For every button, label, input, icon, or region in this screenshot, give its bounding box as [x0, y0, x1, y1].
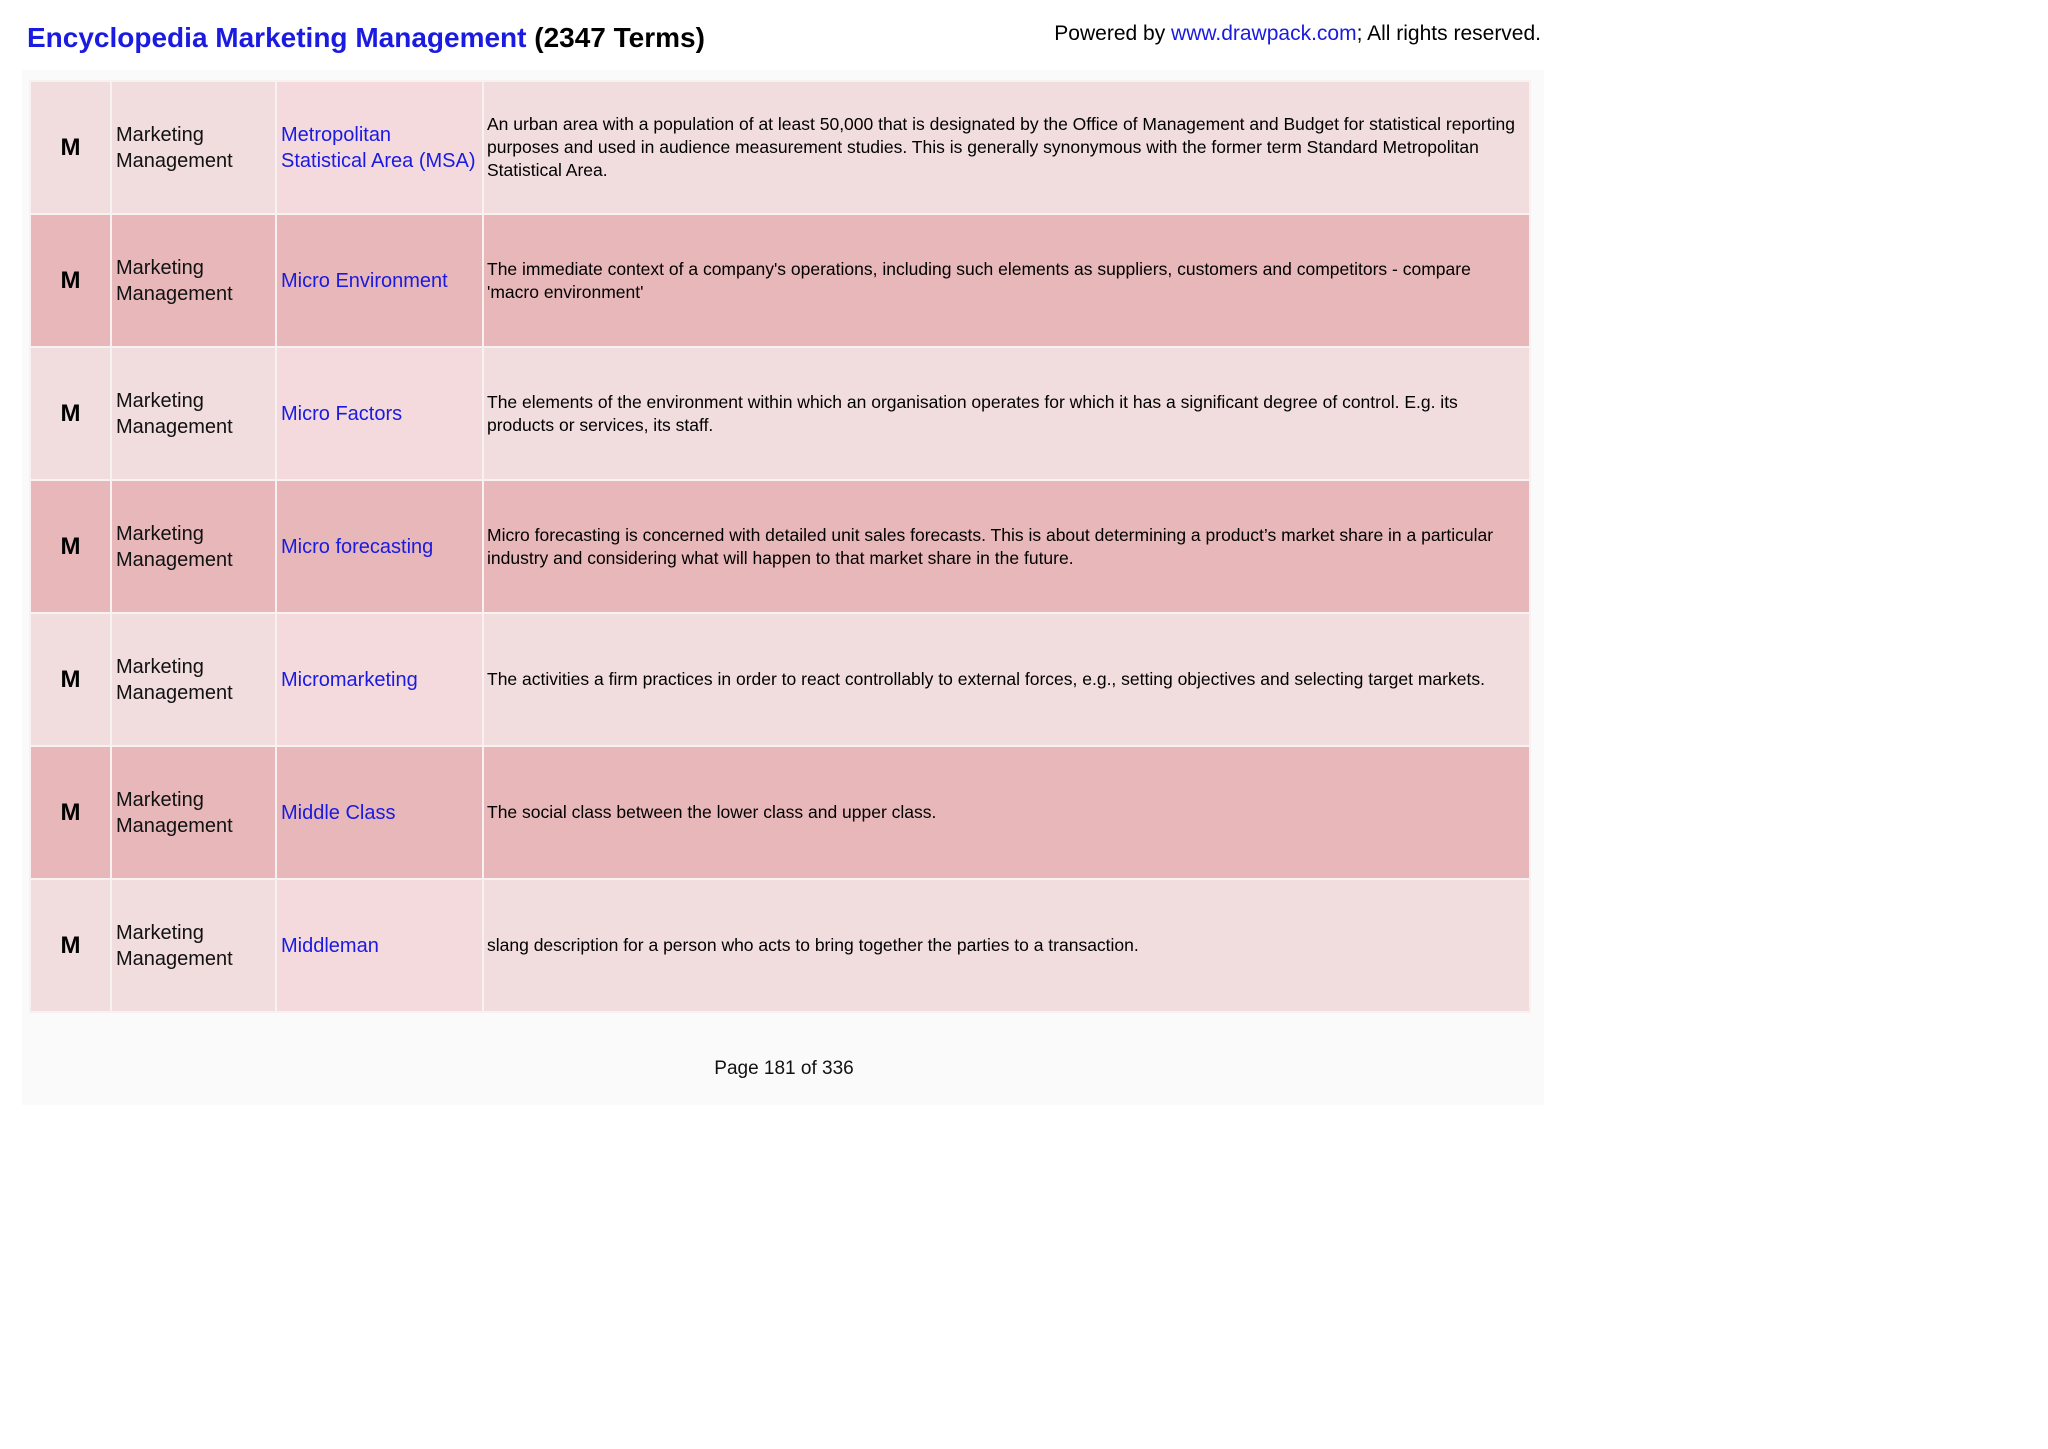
definition-cell: [483, 746, 1530, 879]
term-cell: [276, 480, 483, 613]
title-term-count: (2347 Terms): [534, 22, 705, 53]
term-link[interactable]: Micro Environment: [281, 269, 448, 292]
term-cell: [276, 81, 483, 214]
page-title: [27, 22, 705, 54]
category-cell: [111, 613, 276, 746]
table-row: [30, 879, 1530, 1012]
definition-cell: [483, 879, 1530, 1012]
definition-text: The elements of the environment within which an organisation operates for which it has a significant degree of control. E.g. its products or services, its staff.: [487, 391, 1458, 435]
term-cell: [276, 214, 483, 347]
category-cell: [111, 879, 276, 1012]
powered-by-notice: [1054, 22, 1541, 46]
term-cell: [276, 613, 483, 746]
definition-cell: [483, 613, 1530, 746]
table-row: [30, 480, 1530, 613]
category-cell: [111, 81, 276, 214]
table-row: [30, 613, 1530, 746]
definition-cell: [483, 81, 1530, 214]
category-text: Marketing Management: [116, 123, 233, 172]
title-brand-link[interactable]: Encyclopedia Marketing Management: [27, 22, 527, 53]
term-cell: [276, 746, 483, 879]
table-row: [30, 81, 1530, 214]
category-text: Marketing Management: [116, 655, 233, 704]
definition-text: An urban area with a population of at least 50,000 that is designated by the Office of Management and Budget for statistical reporting purposes and used in audience measurement studies. This is generally synonymous with the former term Standard Metropolitan Statistical Area.: [487, 114, 1515, 180]
letter-cell: M: [30, 480, 111, 613]
definition-cell: [483, 214, 1530, 347]
terms-table: [29, 80, 1531, 1013]
term-link[interactable]: Middle Class: [281, 801, 396, 824]
term-link[interactable]: Micro Factors: [281, 402, 403, 425]
term-link[interactable]: Micro forecasting: [281, 535, 434, 558]
category-text: Marketing Management: [116, 389, 233, 438]
letter-cell: M: [30, 879, 111, 1012]
category-cell: [111, 214, 276, 347]
definition-text: slang description for a person who acts to bring together the parties to a transaction.: [487, 935, 1139, 955]
letter-cell: M: [30, 746, 111, 879]
term-link[interactable]: Middleman: [281, 934, 379, 957]
drawpack-link[interactable]: www.drawpack.com: [1171, 22, 1357, 45]
definition-text: Micro forecasting is concerned with detailed unit sales forecasts. This is about determining a product’s market share in a particular industry and considering what will happen to that market share in the future.: [487, 524, 1494, 568]
table-row: [30, 347, 1530, 480]
letter-cell: M: [30, 81, 111, 214]
term-cell: [276, 347, 483, 480]
page-number: Page 181 of 336: [714, 1058, 854, 1079]
term-link[interactable]: Metropolitan Statistical Area (MSA): [281, 123, 476, 172]
category-cell: [111, 480, 276, 613]
term-cell: [276, 879, 483, 1012]
letter-cell: M: [30, 347, 111, 480]
category-cell: [111, 746, 276, 879]
category-cell: [111, 347, 276, 480]
powered-prefix: Powered by: [1054, 22, 1172, 45]
definition-text: The social class between the lower class and upper class.: [487, 802, 937, 822]
definition-cell: [483, 347, 1530, 480]
letter-cell: M: [30, 214, 111, 347]
table-row: [30, 746, 1530, 879]
category-text: Marketing Management: [116, 788, 233, 837]
category-text: Marketing Management: [116, 522, 233, 571]
definition-text: The activities a firm practices in order to react controllably to external forces, e.g., setting objectives and selecting target markets.: [487, 669, 1485, 689]
definition-cell: [483, 480, 1530, 613]
category-text: Marketing Management: [116, 256, 233, 305]
term-link[interactable]: Micromarketing: [281, 668, 418, 691]
letter-cell: M: [30, 613, 111, 746]
powered-suffix: ; All rights reserved.: [1356, 22, 1541, 45]
table-row: [30, 214, 1530, 347]
definition-text: The immediate context of a company's operations, including such elements as suppliers, customers and competitors - compare 'macro environment': [487, 258, 1471, 302]
category-text: Marketing Management: [116, 921, 233, 970]
page-header: [27, 22, 1541, 62]
